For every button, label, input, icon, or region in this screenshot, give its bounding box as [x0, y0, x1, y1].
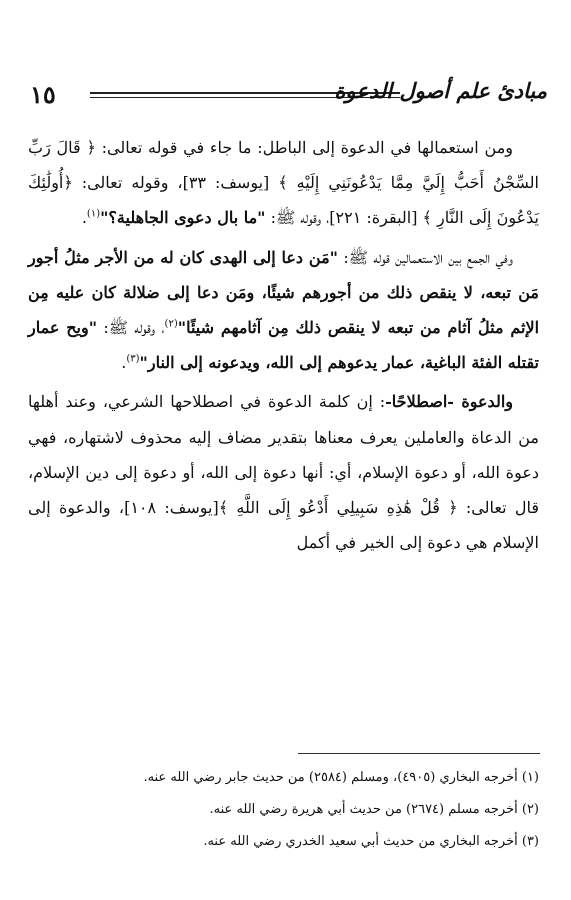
paragraph-2-end: .	[121, 353, 127, 373]
footnote-ref-3: (٣)	[126, 353, 140, 365]
term-heading: والدعوة -اصطلاحًا-	[385, 392, 513, 412]
hadith-quote: "مَن دعا إلى الهدى كان له من الأجر مثلُ أجور مَن تبعه، لا ينقص ذلك من أجورهم شيئًا، ومَن دعا إلى ضلالة كان عليه مِن الإثم مثلُ آثام من تبعه لا ينقص ذلك مِن آثامهم شيئًا"	[28, 247, 540, 338]
book-title: مبادئ علم أصول الدعوة	[334, 78, 547, 103]
hadith-quote: "ما بال دعوى الجاهلية؟"	[100, 208, 266, 228]
hadith-quote: "ويح عمار تقتله الفئة الباغية، عمار يدعوهم إلى الله، ويدعونه إلى النار"	[28, 318, 539, 373]
footnote-3: (٣) أخرجه البخاري من حديث أبي سعيد الخدري رضي الله عنه.	[203, 834, 539, 849]
footnote-ref-2: (٢)	[164, 318, 178, 330]
paragraph-1-text: ومن استعمالها في الدعوة إلى الباطل: ما جاء في قوله تعالى: ﴿ قَالَ رَبِّ السِّجْنُ أَحَبُّ إِلَيَّ مِمَّا يَدْعُونَنِي إِلَيْهِ ﴾ [يوسف: ٣٣]، وقوله تعالى: ﴿أُولَٰئِكَ يَدْعُونَ إِلَى النَّارِ ﴾ [البقرة: ٢٢١]، وقوله ﷺ:	[28, 138, 540, 228]
footnote-separator	[298, 753, 540, 754]
footnotes	[28, 762, 539, 858]
footnote-2: (٢) أخرجه مسلم (٢٦٧٤) من حديث أبي هريرة رضي الله عنه.	[209, 802, 539, 817]
footnote-ref-1: (١)	[86, 209, 101, 221]
paragraph-1	[28, 130, 539, 236]
main-text	[28, 130, 539, 564]
page-number: ١٥	[30, 80, 56, 109]
paragraph-3-text: : إن كلمة الدعوة في اصطلاحها الشرعي، وعند أهلها من الدعاة والعاملين يعرف معناها بتقدير مضاف إليه محذوف لاشتهاره، فهي دعوة الله، أو دعوة الإسلام، أي: أنها دعوة إلى الله، أو دعوة إلى دين الإسلام، قال تعالى: ﴿ قُلْ هَٰذِهِ سَبِيلِي أَدْعُو إِلَى اللَّهِ ﴾[يوسف: ١٠٨]، والدعوة إلى الإسلام هي دعوة إلى الخير في أكمل	[28, 392, 540, 553]
page-header	[24, 78, 547, 122]
footnote-1: (١) أخرجه البخاري (٤٩٠٥)، ومسلم (٢٥٨٤) من حديث جابر رضي الله عنه.	[143, 770, 539, 785]
paragraph-2	[28, 240, 539, 381]
paragraph-2-text-mid: ، وقوله ﷺ:	[97, 318, 165, 338]
paragraph-2-text: وفي الجمع بين الاستعمالين قوله ﷺ:	[337, 247, 513, 267]
paragraph-1-end: .	[81, 208, 87, 228]
paragraph-3	[28, 384, 539, 560]
